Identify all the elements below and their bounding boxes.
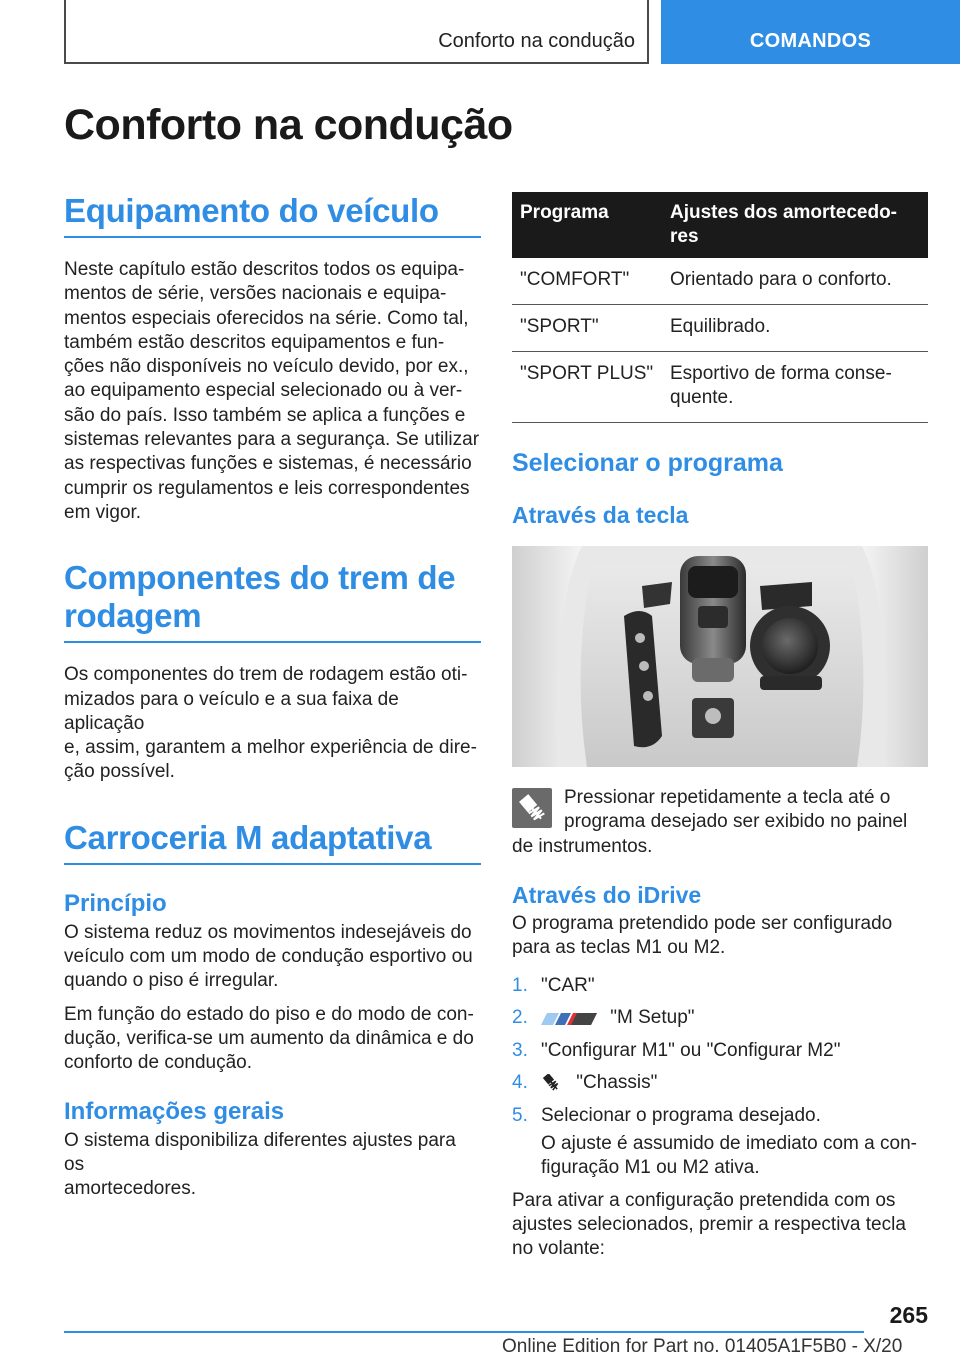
step-text: Selecionar o programa desejado. [541, 1104, 821, 1126]
cell-setting [662, 352, 928, 423]
page-title: Conforto na condução [64, 101, 513, 149]
text-line: para as teclas M1 ou M2. [512, 937, 726, 959]
center-console-photo [512, 546, 928, 767]
text-line: programa desejado ser exibido no painel [564, 811, 908, 833]
equipment-paragraph [64, 258, 481, 525]
m-stripes-icon [541, 1010, 597, 1026]
text-line: Neste capítulo estão descritos todos os equipa- [64, 259, 465, 280]
text-line: as respectivas funções e sistemas, é necessário [64, 453, 472, 475]
step-number: 5. [512, 1104, 528, 1126]
footer-divider [64, 1331, 864, 1333]
damper-program-table [512, 192, 928, 423]
text-line: mentos especiais oferecidos na série. Como tal, [64, 307, 469, 329]
button-instruction [512, 786, 928, 864]
header-chapter-tab[interactable] [661, 0, 960, 64]
list-item [512, 1071, 928, 1095]
cell-setting: Equilibrado. [662, 305, 928, 352]
heading-principle: Princípio [64, 889, 167, 917]
list-item [512, 1006, 928, 1030]
text-line: dução, verifica-se um aumento da dinâmica e do [64, 1027, 474, 1049]
menu-item-configure-m[interactable]: "Configurar M1" ou "Configurar M2" [541, 1039, 841, 1061]
list-item [512, 1039, 928, 1063]
footer-edition: Online Edition for Part no. 01405A1F5B0 - X/20 [502, 1336, 903, 1357]
heading-adaptive-body: Carroceria M adaptativa [64, 819, 481, 865]
text-line: ao equipamento especial selecionado ou à ver- [64, 380, 463, 402]
text-line: no volante: [512, 1238, 605, 1260]
text-line: mentos de série, versões nacionais e equipa- [64, 283, 447, 305]
list-item [512, 1104, 928, 1128]
menu-item-m-setup[interactable]: "M Setup" [610, 1007, 695, 1029]
header-section-title: Conforto na condução [438, 30, 635, 52]
heading-via-idrive: Através do iDrive [512, 882, 702, 908]
cell-program: "SPORT" [512, 305, 662, 352]
text-line: também estão descritos equipamentos e fun- [64, 331, 445, 353]
text-line: O sistema reduz os movimentos indesejáveis do [64, 921, 472, 943]
text-line: O sistema disponibiliza diferentes ajustes para os [64, 1129, 456, 1175]
menu-item-car[interactable]: "CAR" [541, 974, 595, 996]
cell-line: Esportivo de forma conse- [670, 363, 892, 384]
text-line: e, assim, garantem a melhor experiência de dire- [64, 737, 477, 759]
table-header-program: Programa [512, 192, 662, 258]
table-row [512, 258, 928, 305]
text-line: veículo com um modo de condução esportivo ou [64, 946, 473, 968]
text-line: Em função do estado do piso e do modo de con- [64, 1003, 474, 1025]
idrive-steps [512, 974, 928, 1128]
text-line: Para ativar a configuração pretendida com os [512, 1189, 896, 1211]
text-line: são do país. Isso também se aplica a funções e [64, 404, 466, 426]
text-line: Pressionar repetidamente a tecla até o [564, 787, 891, 808]
text-line: O programa pretendido pode ser configurado [512, 913, 893, 934]
heading-equipment: Equipamento do veículo [64, 192, 481, 238]
text-line: cumprir os regulamentos e leis correspondentes [64, 477, 470, 499]
idrive-intro [512, 912, 928, 961]
right-column [512, 192, 928, 1261]
text-line: quando o piso é irregular. [64, 970, 279, 992]
heading-line: rodagem [64, 597, 202, 635]
cell-program: "SPORT PLUS" [512, 352, 662, 423]
text-line: mizados para o veículo e a sua faixa de aplicação [64, 688, 399, 734]
step-number: 4. [512, 1072, 528, 1094]
step-number: 2. [512, 1007, 528, 1029]
cell-setting: Orientado para o conforto. [662, 258, 928, 305]
button-instruction-text [564, 786, 907, 835]
table-row [512, 305, 928, 352]
heading-general-info: Informações gerais [64, 1097, 285, 1125]
text-line: em vigor. [64, 501, 142, 523]
text-line: Os componentes do trem de rodagem estão oti- [64, 664, 468, 686]
table-header-setting [662, 192, 928, 258]
text-line: O ajuste é assumido de imediato com a con- [541, 1132, 917, 1154]
activate-paragraph [512, 1189, 928, 1262]
left-column [64, 192, 481, 1201]
button-instruction-text-cont: de instrumentos. [512, 836, 653, 857]
shock-absorber-small-icon [541, 1074, 563, 1092]
road-condition-paragraph [64, 1003, 481, 1076]
header-line: res [670, 226, 699, 247]
step-number: 3. [512, 1039, 528, 1061]
step5-note [512, 1132, 928, 1181]
general-info-paragraph [64, 1129, 481, 1202]
text-line: figuração M1 ou M2 ativa. [541, 1157, 760, 1179]
chapter-tab-label: COMANDOS [749, 30, 872, 52]
heading-drivetrain [64, 559, 481, 643]
heading-via-button: Através da tecla [512, 502, 689, 528]
table-row [512, 352, 928, 423]
text-line: amortecedores. [64, 1178, 197, 1200]
drivetrain-paragraph [64, 663, 481, 784]
step-number: 1. [512, 974, 528, 996]
page-number: 265 [889, 1302, 928, 1328]
menu-item-chassis[interactable]: "Chassis" [576, 1072, 658, 1094]
heading-select-program: Selecionar o programa [512, 449, 783, 477]
text-line: ção possível. [64, 761, 175, 783]
header-line: Ajustes dos amortecedo- [670, 202, 897, 223]
header-section-tab [64, 0, 649, 64]
principle-paragraph [64, 921, 481, 994]
text-line: ções não disponíveis no veículo devido, por ex., [64, 356, 469, 378]
cell-line: quente. [670, 387, 734, 408]
table-header-row [512, 192, 928, 258]
text-line: sistemas relevantes para a segurança. Se utilizar [64, 429, 480, 451]
heading-line: Componentes do trem de [64, 559, 456, 597]
cell-program: "COMFORT" [512, 258, 662, 305]
shock-absorber-icon [512, 788, 552, 828]
text-line: ajustes selecionados, premir a respectiva tecla [512, 1213, 906, 1235]
text-line: conforto de condução. [64, 1052, 253, 1074]
list-item [512, 974, 928, 998]
center-console-illustration [512, 546, 928, 767]
